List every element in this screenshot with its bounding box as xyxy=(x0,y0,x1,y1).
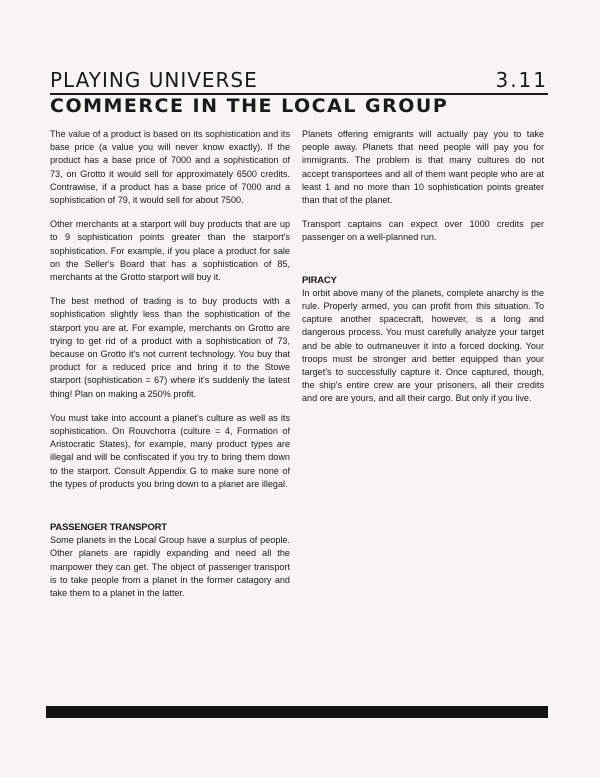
section-number: 3.11 xyxy=(495,68,548,92)
passenger-transport-heading: PASSENGER TRANSPORT xyxy=(50,522,167,534)
page-header xyxy=(50,68,548,92)
paragraph: Planets offering emigrants will actually pay you to take people away. Planets that need people will pay you for immigrants. The problem is that many cultures do not accept transportees and all of them want people who are at least 1 and no more than 10 sophistication points greater than that of the planet. xyxy=(302,129,544,206)
paragraph: You must take into account a planet's culture as well as its sophistication. On Rouvchorra (culture = 4, Formation of Aristocratic States), for example, many product types are illegal and will be confiscated if you try to bring them down to the starport. Consult Appendix G to make sure none of the types of products you bring down to a planet are illegal. xyxy=(50,412,290,489)
spacer xyxy=(50,502,290,521)
spacer xyxy=(302,256,544,274)
paragraph: Some planets in the Local Group have a surplus of people. Other planets are rapidly expanding and need all the manpower they can get. The object of passenger transport is to take people from a planet in the former catagory and take them to a planet in the latter. xyxy=(50,535,290,599)
paragraph: The best method of trading is to buy products with a sophistication slightly less than the sophistication of the starport you are at. For example, merchants on Grotto are trying to get rid of a product with a sophistication of 73, because on Grotto it's not current technology. You buy that product for a reduced price and bring it to the Stowe starport (sophistication = 67) where it's suddenly the latest thing! Plan on making a 250% profit. xyxy=(50,296,290,399)
paragraph: The value of a product is based on its sophistication and its base price (a value you will never know exactly). If the product has a base price of 7000 and a sophistication of 73, on Grotto it would sell for approximately 6500 credits. Contrawise, if a product has a base price of 7000 and a sophistication of 79, it would sell for about 7500. xyxy=(50,129,290,206)
footer-bar xyxy=(46,706,548,718)
paragraph: Transport captains can expect over 1000 credits per passenger on a well-planned run. xyxy=(302,219,544,243)
piracy-heading: PIRACY xyxy=(302,274,337,286)
section-label: PLAYING UNIVERSE xyxy=(50,68,258,92)
page-title: COMMERCE IN THE LOCAL GROUP xyxy=(50,95,449,117)
left-column xyxy=(50,128,290,611)
paragraph: Other merchants at a starport will buy products that are up to 9 sophistication points greater than the starport's sophistication. For example, if you place a product for sale on the Seller's Board that has a sophistication of 85, merchants at the Grotto starport will buy it. xyxy=(50,219,290,283)
right-column xyxy=(302,128,544,417)
paragraph: In orbit above many of the planets, complete anarchy is the rule. Properly armed, you can profit from this situation. To capture another spacecraft, however, is a long and dangerous process. You must carefully analyze your target and be able to outmaneuver it into a forced docking. Your troops must be stronger and better equipped than your target's to successfully capture it. Once captured, though, the ship's entire crew are your prisoners, all their credits and ore are yours, and all their cargo. But only if you live. xyxy=(302,287,544,404)
